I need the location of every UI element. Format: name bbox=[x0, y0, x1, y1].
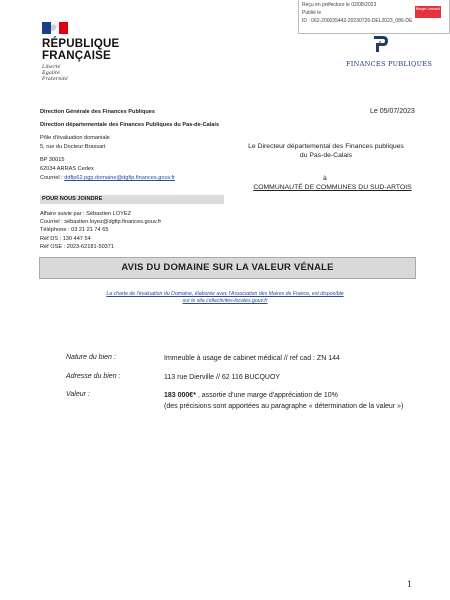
recipient-prefix: à bbox=[323, 175, 327, 182]
valeur-label: Valeur : bbox=[66, 391, 90, 398]
sender-bp: BP 30015 bbox=[40, 157, 65, 163]
berger-levrault-logo: Berger Levrault bbox=[415, 6, 441, 18]
motto-fraternite: Fraternité bbox=[42, 76, 68, 82]
nature-label: Nature du bien : bbox=[66, 354, 116, 361]
affaire-block bbox=[40, 210, 240, 251]
republique-motto bbox=[42, 64, 68, 82]
affaire-courriel: Courriel : sébastien.loyez@dgfip.finances.gouv.fr bbox=[40, 219, 162, 226]
valeur-line bbox=[164, 391, 426, 400]
adresse-value: 113 rue Dierville // 62 116 BUCQUOY bbox=[164, 374, 281, 381]
courriel-label: Courriel : bbox=[40, 175, 65, 181]
rf-line2: FRANÇAISE bbox=[42, 50, 111, 62]
affaire-ref-ds: Réf DS : 130 447 54 bbox=[40, 235, 91, 242]
rf-line1: RÉPUBLIQUE bbox=[42, 38, 120, 50]
charte-notice bbox=[60, 291, 390, 305]
affaire-suivie: Affaire suivie par : Sébastien LOYEZ bbox=[40, 211, 131, 217]
ddfip-label: Direction départementale des Finances Publiques du Pas-de-Calais bbox=[40, 122, 220, 128]
document-date: Le 05/07/2023 bbox=[370, 108, 415, 115]
courriel-link[interactable]: ddfip62.pgp.domaine@dgfip.finances.gouv.fr bbox=[64, 175, 175, 181]
contact-header: POUR NOUS JOINDRE bbox=[40, 195, 224, 204]
nature-value: Immeuble à usage de cabinet médical // ref cad : ZN 144 bbox=[164, 355, 340, 362]
director-title: Le Directeur départemental des Finances publiques du Pas-de-Calais bbox=[248, 143, 404, 159]
recipient-name bbox=[250, 183, 415, 192]
sender-courriel bbox=[40, 174, 240, 183]
stamp-published: Publié le bbox=[302, 10, 322, 16]
valeur-note: (des précisions sont apportées au paragraphe « détermination de la valeur ») bbox=[164, 403, 404, 410]
stamp-received: Reçu en préfecture le 02/08/2023 bbox=[302, 2, 377, 8]
affaire-ref-ose: Réf OSE : 2023-62181-50371 bbox=[40, 243, 115, 250]
finances-publiques-emblem-icon bbox=[370, 34, 390, 54]
valeur-amount: 183 000€* bbox=[164, 392, 196, 399]
motto-liberte: Liberté bbox=[42, 64, 61, 70]
affaire-telephone: Téléphone : 03 21 21 74 65 bbox=[40, 227, 109, 234]
page-number: 1 bbox=[407, 580, 413, 589]
motto-egalite: Égalité bbox=[42, 70, 60, 76]
dgfip-label: Direction Générale des Finances Publiques bbox=[40, 109, 156, 115]
adresse-label: Adresse du bien : bbox=[66, 373, 121, 380]
document-title-banner: AVIS DU DOMAINE SUR LA VALEUR VÉNALE bbox=[39, 257, 416, 279]
marianne-flag-icon bbox=[42, 22, 68, 34]
sender-address: 5, rue du Docteur Brassart bbox=[40, 144, 106, 150]
republique-francaise-title bbox=[42, 38, 119, 62]
charte-line1[interactable]: La charte de l'évaluation du Domaine, élaborée avec l'Association des Maires de France, est disponible bbox=[106, 291, 344, 297]
sender-city: 62034 ARRAS Cedex bbox=[40, 166, 94, 172]
pole-label: Pôle d'évaluation domaniale bbox=[40, 135, 110, 141]
finances-publiques-label: FINANCES PUBLIQUES bbox=[346, 60, 433, 68]
recipient-text: COMMUNAUTÉ DE COMMUNES DU SUD-ARTOIS bbox=[253, 184, 412, 191]
valeur-margin: , assortie d'une marge d'appréciation de 10% bbox=[195, 392, 338, 399]
prefecture-stamp bbox=[298, 0, 450, 34]
charte-line2[interactable]: sur le site collectivites-locales.gouv.fr bbox=[182, 298, 268, 304]
stamp-id: ID : 062-200035442-20230726-DEL2023_086-DE bbox=[302, 18, 413, 24]
sender-block bbox=[40, 108, 240, 183]
valeur-value bbox=[164, 391, 426, 411]
